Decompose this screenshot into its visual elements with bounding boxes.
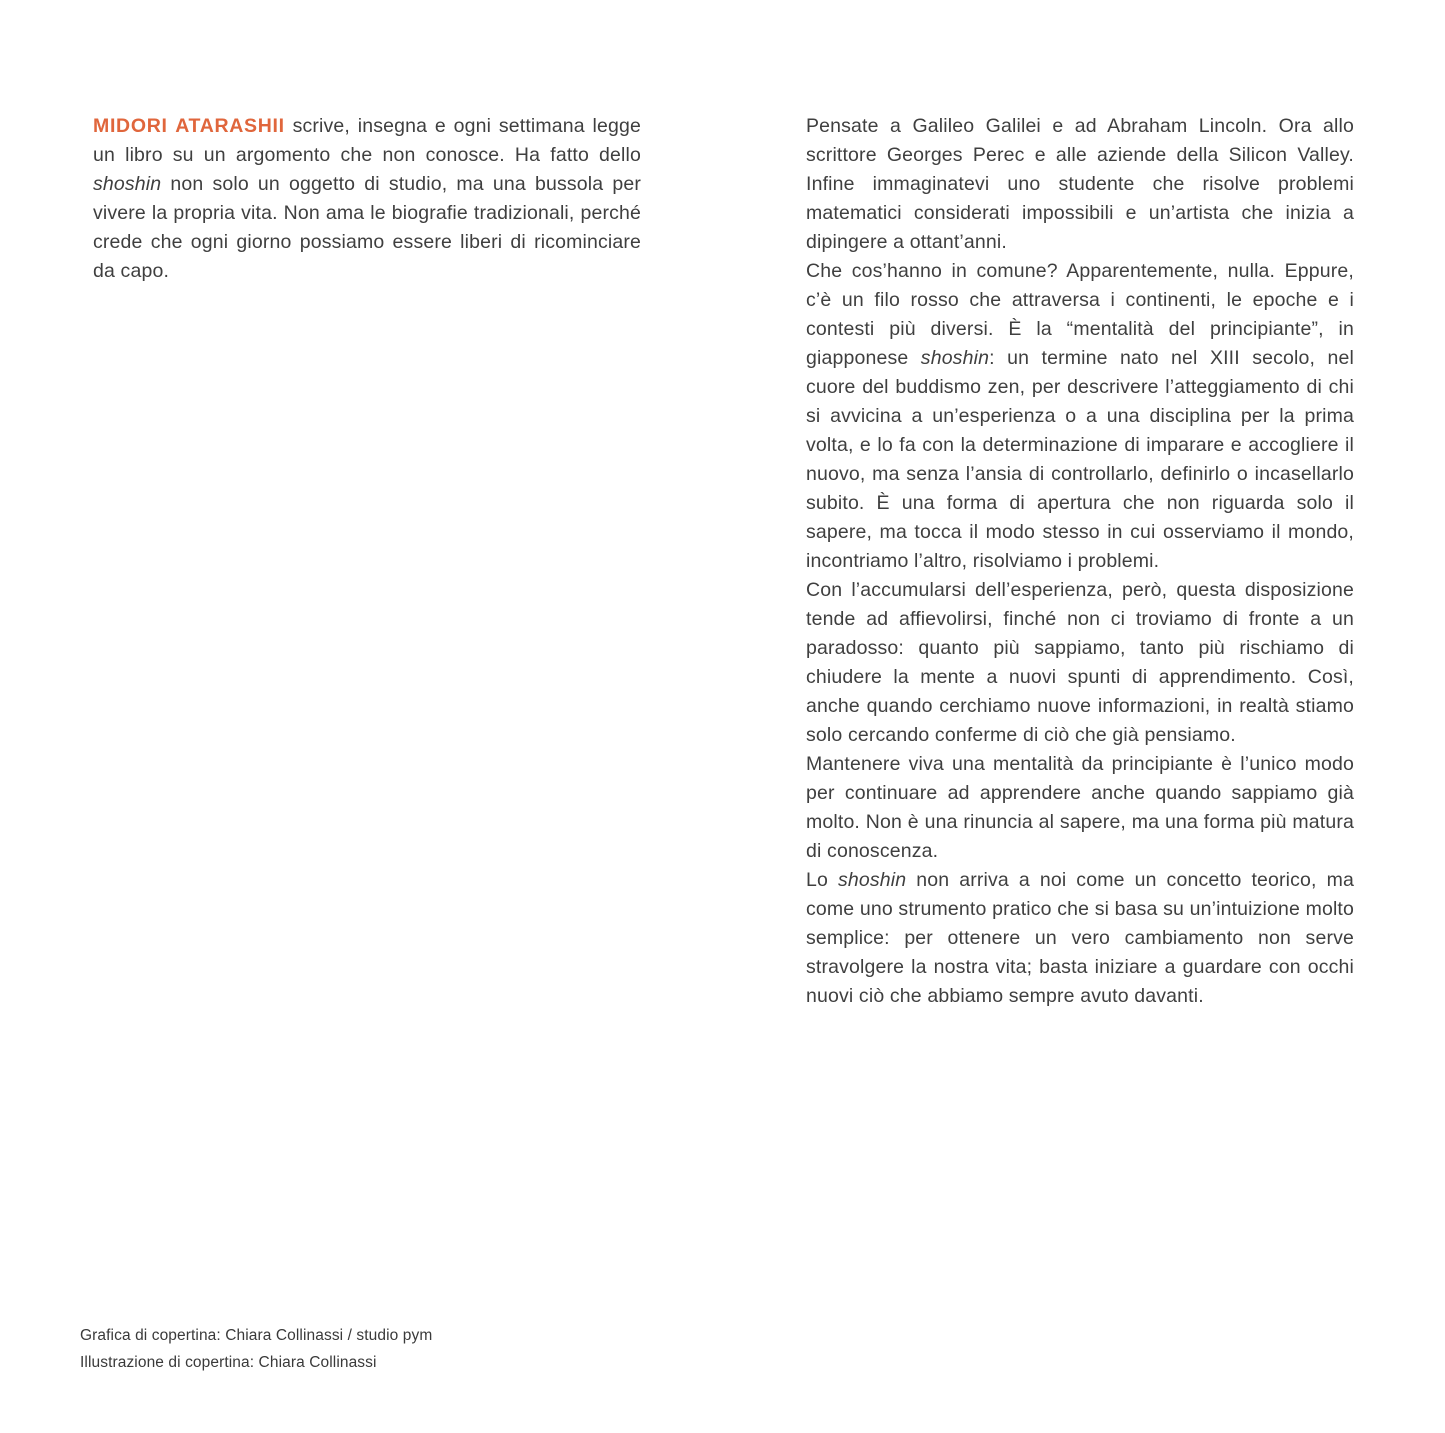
left-column (93, 112, 641, 286)
paragraph: Con l’accumularsi dell’esperienza, però, questa disposizione tende ad affievolirsi, finché non ci troviamo di fronte a un paradosso: quanto più sappiamo, tanto più rischiamo di chiudere la mente a nuovi spunti di apprendimento. Così, anche quando cerchiamo nuove informazioni, in realtà stiamo solo cercando conferme di ciò che già pensiamo. (806, 579, 1354, 746)
credits-block (80, 1322, 432, 1376)
body-text (806, 112, 1354, 1011)
right-column (806, 112, 1354, 1011)
author-name: MIDORI ATARASHII (93, 115, 285, 137)
paragraph: Lo shoshin non arriva a noi come un concetto teorico, ma come uno strumento pratico che si basa su un’intuizione molto semplice: per ottenere un vero cambiamento non serve stravolgere la nostra vita; basta iniziare a guardare con occhi nuovi ciò che abbiamo sempre avuto davanti. (806, 869, 1354, 1007)
paragraph: Pensate a Galileo Galilei e ad Abraham Lincoln. Ora allo scrittore Georges Perec e alle aziende della Silicon Valley. Infine immaginatevi uno studente che risolve problemi matematici considerati impossibili e un’artista che inizia a dipingere a ottant’anni. (806, 115, 1354, 253)
author-bio-text: scrive, insegna e ogni settimana legge un libro su un argomento che non conosce. Ha fatto dello shoshin non solo un oggetto di studio, ma una bussola per vivere la propria vita. Non ama le biografie tradizionali, perché crede che ogni giorno possiamo essere liberi di ricominciare da capo. (93, 115, 642, 282)
paragraph: Che cos’hanno in comune? Apparentemente, nulla. Eppure, c’è un filo rosso che attraversa i continenti, le epoche e i contesti più diversi. È la “mentalità del principiante”, in giapponese shoshin: un termine nato nel XIII secolo, nel cuore del buddismo zen, per descrivere l’atteggiamento di chi si avvicina a un’esperienza o a una disciplina per la prima volta, e lo fa con la determinazione di imparare e accogliere il nuovo, ma senza l’ansia di controllarlo, definirlo o incasellarlo subito. È una forma di apertura che non riguarda solo il sapere, ma tocca il modo stesso in cui osserviamo il mondo, incontriamo l’altro, risolviamo i problemi. (806, 260, 1354, 572)
credit-line-graphics: Grafica di copertina: Chiara Collinassi / studio pym (80, 1327, 433, 1344)
author-bio (93, 112, 641, 286)
credit-line-illustration: Illustrazione di copertina: Chiara Collinassi (80, 1354, 377, 1371)
paragraph: Mantenere viva una mentalità da principiante è l’unico modo per continuare ad apprendere anche quando sappiamo già molto. Non è una rinuncia al sapere, ma una forma più matura di conoscenza. (806, 753, 1354, 862)
